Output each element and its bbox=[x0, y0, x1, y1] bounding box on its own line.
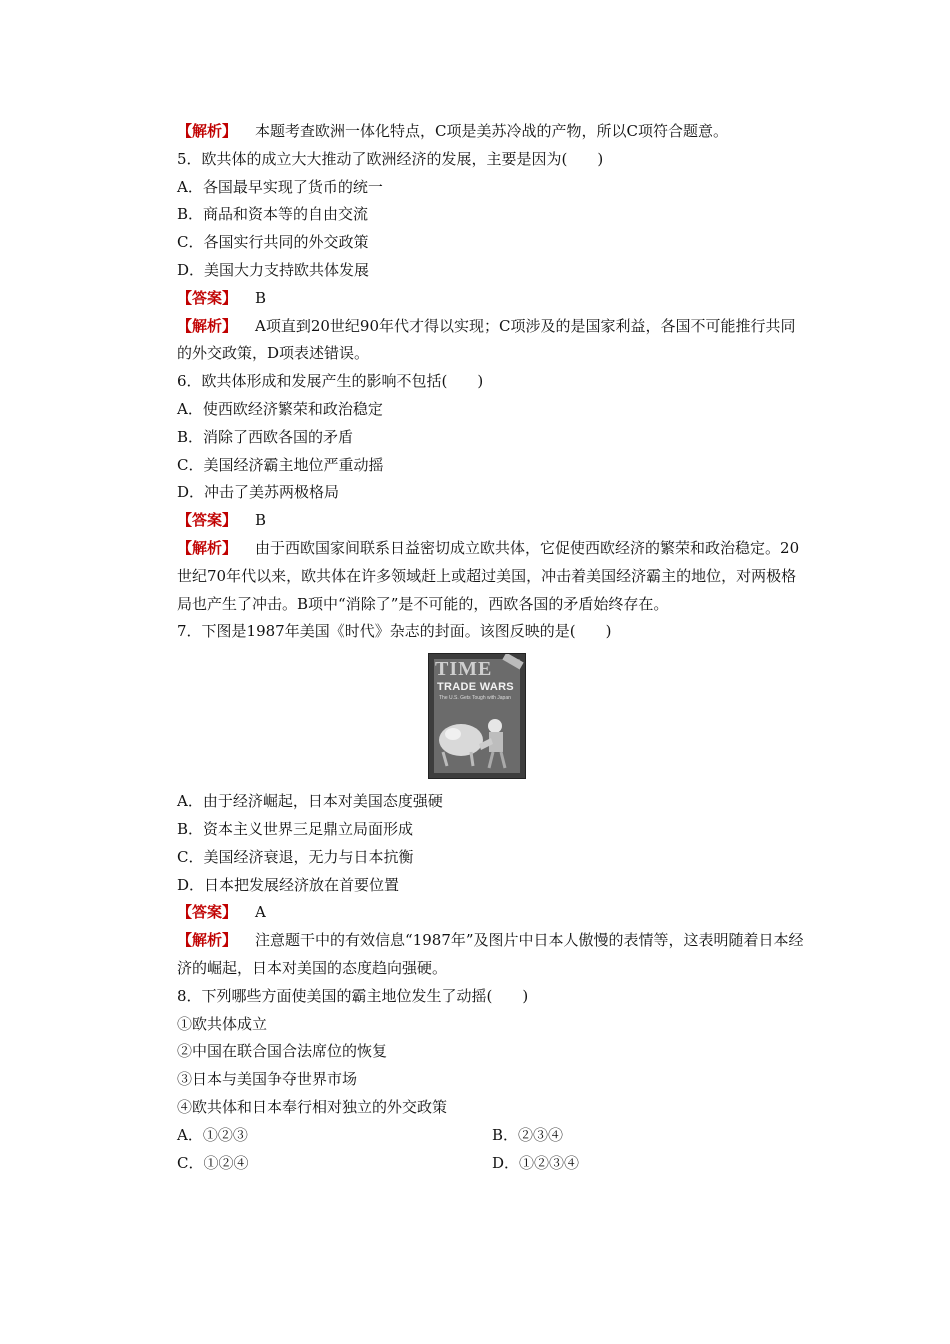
document-page bbox=[147, 118, 807, 1177]
answer-tag: 【答案】 bbox=[177, 511, 238, 530]
option-7c: C．美国经济衰退，无力与日本抗衡 bbox=[177, 847, 414, 866]
analysis-tag: 【解析】 bbox=[177, 931, 238, 950]
options-8-row1 bbox=[147, 1122, 807, 1150]
analysis-tag: 【解析】 bbox=[177, 538, 238, 557]
option-6d: D．冲击了美苏两极格局 bbox=[177, 483, 340, 502]
option-5d: D．美国大力支持欧共体发展 bbox=[177, 260, 370, 279]
analysis-6 bbox=[147, 535, 807, 618]
analysis-text: 由于西欧国家间联系日益密切成立欧共体，它促使西欧经济的繁荣和政治稳定。20世纪70年代以来，欧共体在许多领域赶上或超过美国，冲击着美国经济霸主的地位，对两极格局也产生了冲击。B项中“消除了”是不可能的，西欧各国的矛盾始终存在。 bbox=[177, 538, 800, 613]
analysis-text: 本题考查欧洲一体化特点，C项是美苏冷战的产物，所以C项符合题意。 bbox=[255, 122, 728, 140]
question-8: 8．下列哪些方面使美国的霸主地位发生了动摇( ) bbox=[177, 986, 529, 1005]
options-8-row2 bbox=[147, 1150, 807, 1178]
statement-8-1: ①欧共体成立 bbox=[177, 1014, 268, 1033]
option-5c: C．各国实行共同的外交政策 bbox=[177, 233, 369, 252]
question-5: 5．欧共体的成立大大推动了欧洲经济的发展，主要是因为( ) bbox=[177, 149, 604, 168]
cover-headline: TRADE WARS bbox=[437, 681, 514, 694]
option-8c: C．①②④ bbox=[177, 1153, 249, 1172]
statement-8-3: ③日本与美国争夺世界市场 bbox=[177, 1070, 358, 1089]
answer-tag: 【答案】 bbox=[177, 288, 238, 307]
question-6: 6．欧共体形成和发展产生的影响不包括( ) bbox=[177, 372, 484, 391]
option-6a: A．使西欧经济繁荣和政治稳定 bbox=[177, 399, 383, 418]
option-6b: B．消除了西欧各国的矛盾 bbox=[177, 427, 354, 446]
option-7a: A．由于经济崛起，日本对美国态度强硬 bbox=[177, 792, 443, 811]
analysis-5 bbox=[147, 313, 807, 369]
analysis-q4 bbox=[147, 118, 807, 146]
analysis-text: 注意题干中的有效信息“1987年”及图片中日本人傲慢的表情等，这表明随着日本经济的崛起，日本对美国的态度趋向强硬。 bbox=[177, 931, 804, 977]
magazine-cover-image bbox=[428, 653, 526, 779]
answer-value: B bbox=[255, 288, 267, 307]
answer-value: B bbox=[255, 511, 267, 530]
cover-masthead: TIME bbox=[435, 658, 493, 681]
answer-value: A bbox=[255, 903, 266, 922]
answer-5 bbox=[147, 285, 807, 313]
cover-illustration bbox=[433, 704, 521, 774]
statement-8-4: ④欧共体和日本奉行相对独立的外交政策 bbox=[177, 1097, 448, 1116]
analysis-7 bbox=[147, 927, 807, 983]
analysis-text: A项直到20世纪90年代才得以实现；C项涉及的是国家利益，各国不可能推行共同的外交政策，D项表述错误。 bbox=[177, 316, 796, 363]
option-8d: D．①②③④ bbox=[492, 1153, 580, 1172]
question-7: 7．下图是1987年美国《时代》杂志的封面。该图反映的是( ) bbox=[177, 622, 612, 641]
option-5b: B．商品和资本等的自由交流 bbox=[177, 205, 369, 224]
analysis-tag: 【解析】 bbox=[177, 316, 238, 335]
answer-7 bbox=[147, 899, 807, 927]
option-7d: D．日本把发展经济放在首要位置 bbox=[177, 875, 400, 894]
option-8a: A．①②③ bbox=[177, 1125, 248, 1144]
figure-time-cover bbox=[147, 648, 807, 784]
statement-8-2: ②中国在联合国合法席位的恢复 bbox=[177, 1042, 388, 1061]
option-5a: A．各国最早实现了货币的统一 bbox=[177, 177, 383, 196]
option-8b: B．②③④ bbox=[492, 1125, 564, 1144]
answer-6 bbox=[147, 507, 807, 535]
answer-tag: 【答案】 bbox=[177, 903, 238, 922]
option-7b: B．资本主义世界三足鼎立局面形成 bbox=[177, 819, 414, 838]
option-6c: C．美国经济霸主地位严重动摇 bbox=[177, 455, 384, 474]
cover-subline: The U.S. Gets Tough with Japan bbox=[439, 695, 511, 702]
analysis-tag: 【解析】 bbox=[177, 122, 238, 140]
